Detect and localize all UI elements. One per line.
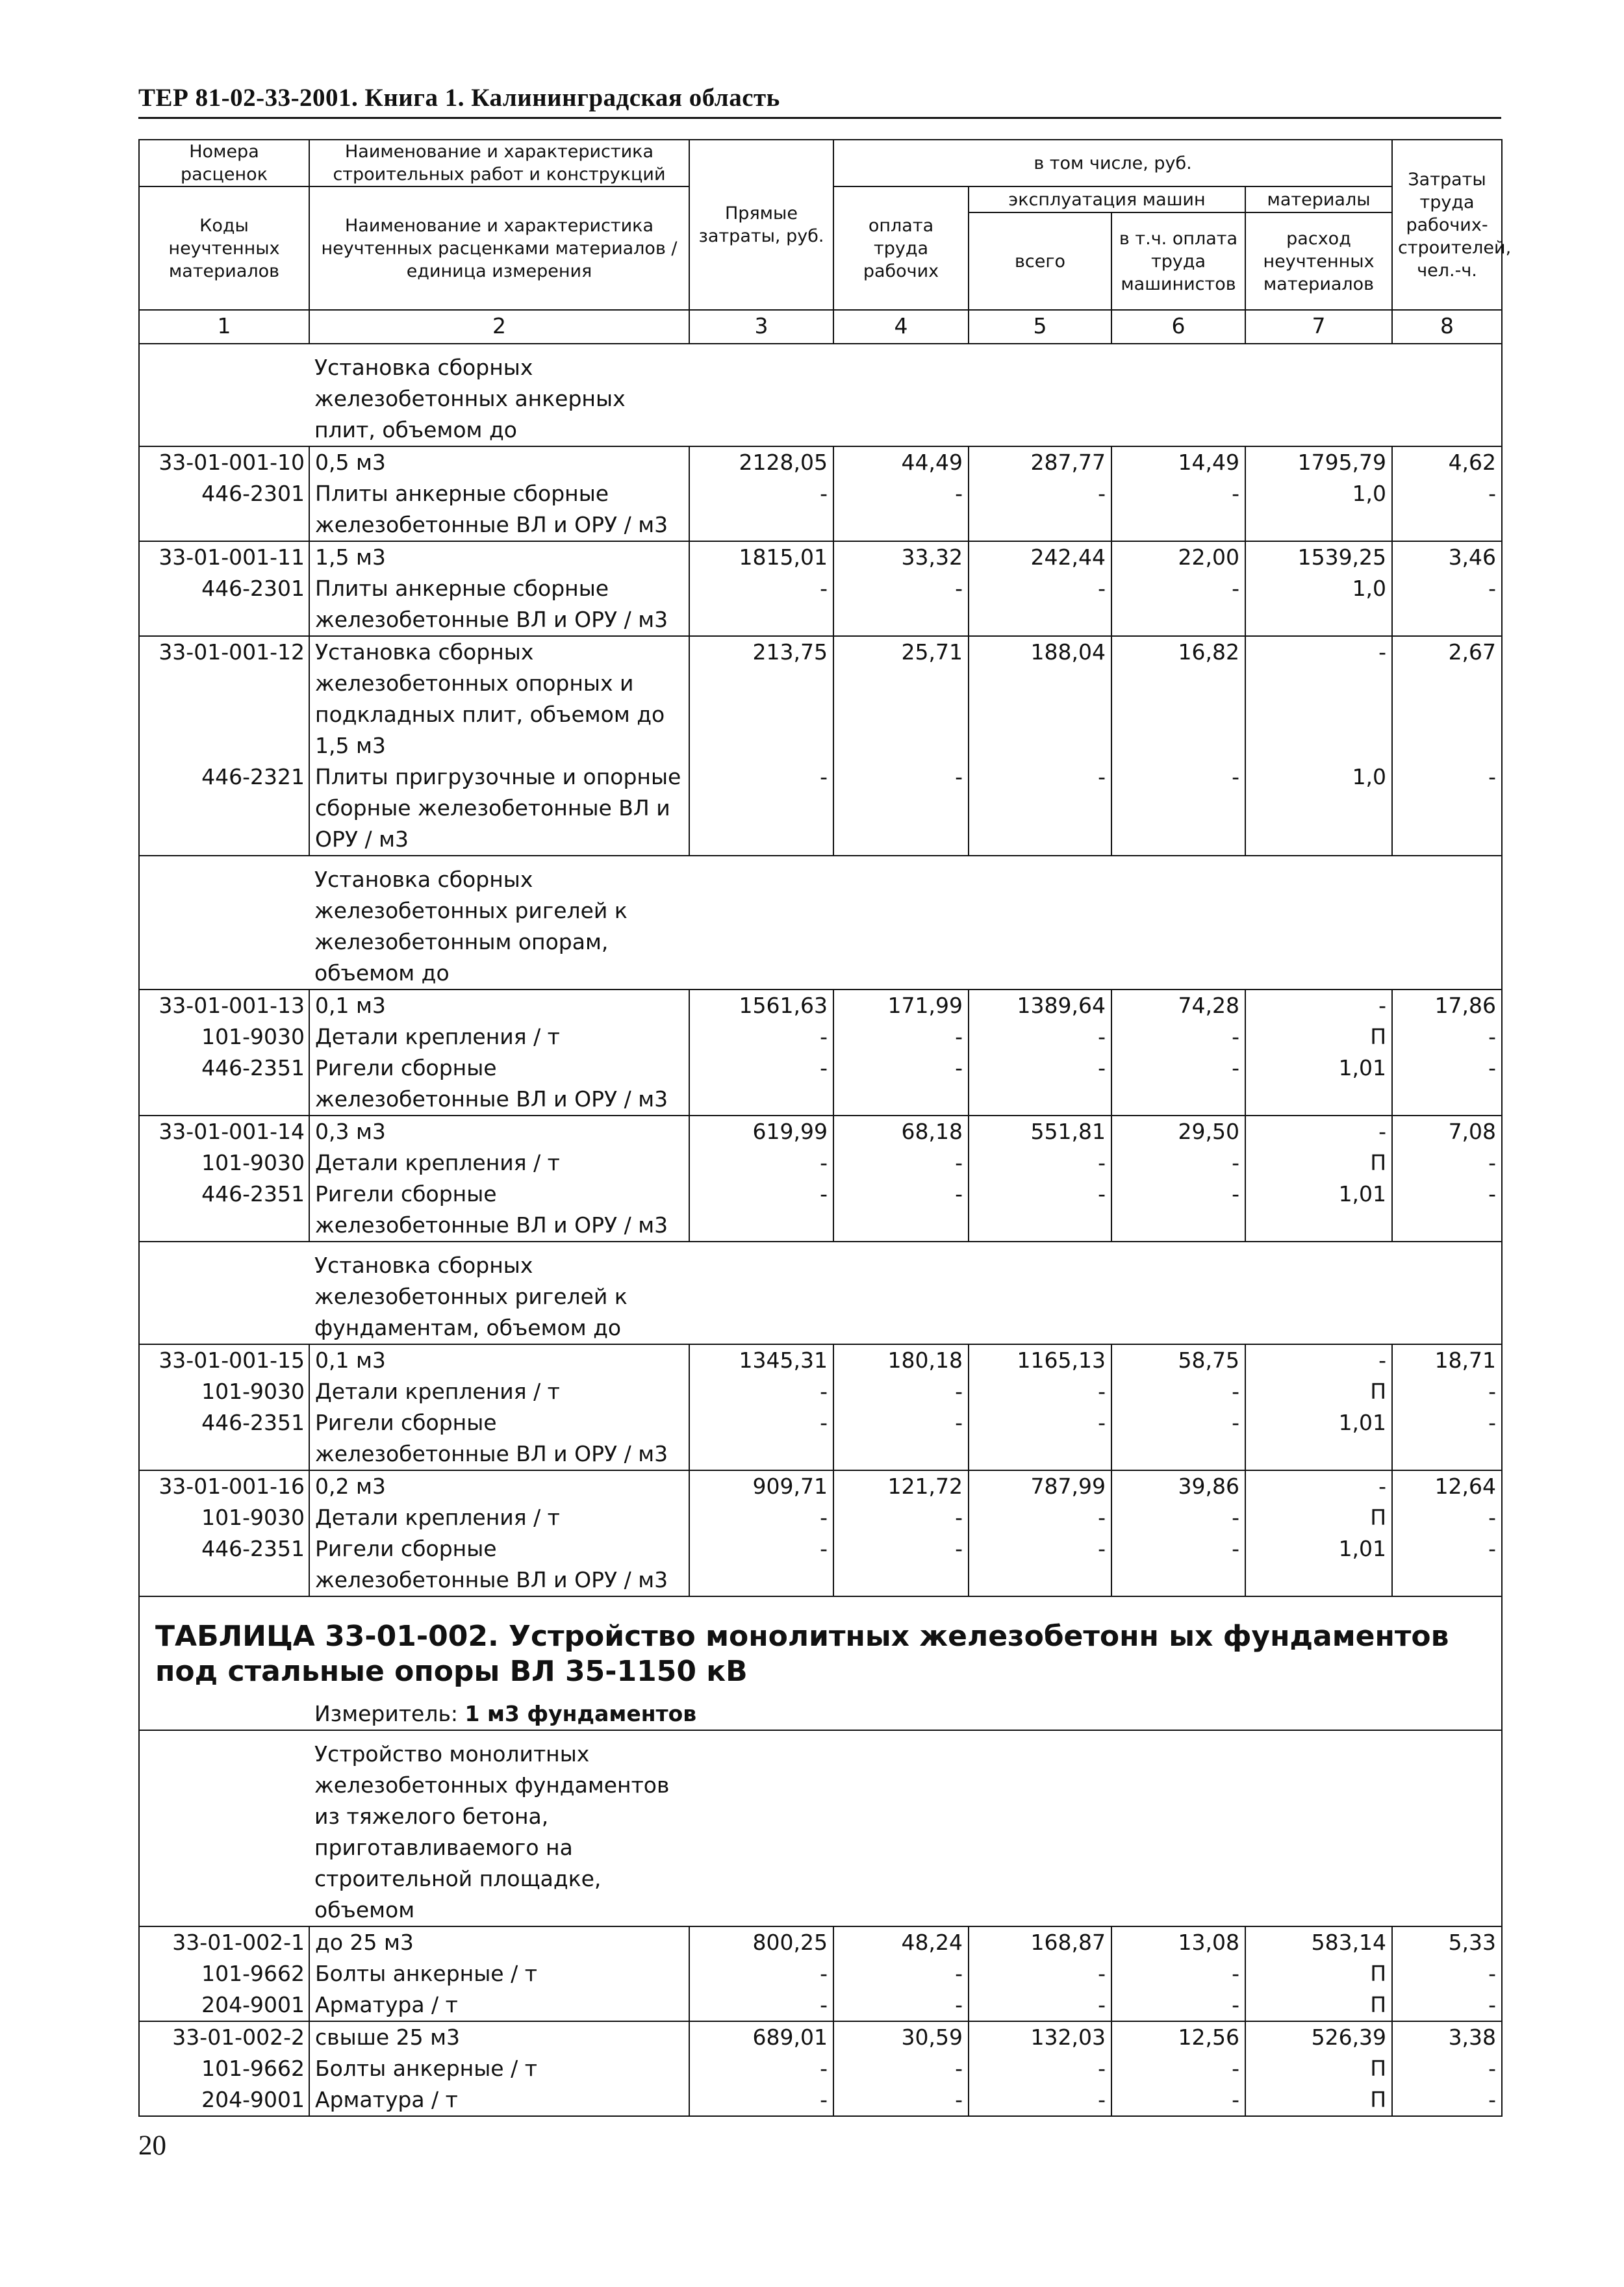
machinists-pay-cell: 22,00 <box>1111 541 1245 573</box>
materials-cell: П <box>1245 1147 1392 1179</box>
col-num: 3 <box>689 310 833 344</box>
direct-cost-cell: 909,71 <box>689 1470 833 1502</box>
table-row <box>139 636 1502 761</box>
direct-cost-cell: - <box>689 1179 833 1242</box>
direct-cost-cell: - <box>689 2053 833 2084</box>
machinists-pay-cell: - <box>1111 1533 1245 1596</box>
labor-hours-cell: 18,71 <box>1392 1344 1502 1376</box>
labor-pay-cell: - <box>833 573 969 636</box>
measure <box>309 1698 1502 1730</box>
machines-total-cell: 188,04 <box>969 636 1111 761</box>
rates-table <box>138 139 1512 2117</box>
table-row <box>139 1533 1502 1596</box>
direct-cost-cell: - <box>689 2084 833 2116</box>
col-num: 2 <box>309 310 689 344</box>
measure-row <box>139 1698 1502 1730</box>
table-row <box>139 1053 1502 1116</box>
labor-hours-cell: - <box>1392 573 1502 636</box>
labor-hours-cell: - <box>1392 2053 1502 2084</box>
rate-code-cell: 33-01-001-16 <box>139 1470 309 1502</box>
materials-cell: 1539,25 <box>1245 541 1392 573</box>
col-num: 1 <box>139 310 309 344</box>
direct-cost-cell: 1345,31 <box>689 1344 833 1376</box>
rate-code-cell: 33-01-001-15 <box>139 1344 309 1376</box>
machines-total-cell: 1389,64 <box>969 990 1111 1021</box>
labor-hours-cell: - <box>1392 1958 1502 1989</box>
materials-cell: П <box>1245 2084 1392 2116</box>
rate-code-cell: 33-01-001-13 <box>139 990 309 1021</box>
name-cell: Ригели сборные железобетонные ВЛ и ОРУ / м3 <box>309 1053 689 1116</box>
col-num: 5 <box>969 310 1111 344</box>
materials-cell: П <box>1245 1376 1392 1407</box>
labor-pay-cell: - <box>833 478 969 541</box>
materials-cell: - <box>1245 990 1392 1021</box>
labor-hours-cell: - <box>1392 1989 1502 2021</box>
labor-hours-cell: 4,62 <box>1392 446 1502 478</box>
labor-pay-cell: 68,18 <box>833 1116 969 1147</box>
machinists-pay-cell: - <box>1111 1958 1245 1989</box>
machinists-pay-cell: - <box>1111 1502 1245 1533</box>
table-row <box>139 2053 1502 2084</box>
rate-code-cell: 204-9001 <box>139 1989 309 2021</box>
materials-cell: 1,0 <box>1245 573 1392 636</box>
direct-cost-cell: - <box>689 478 833 541</box>
materials-cell: 1,01 <box>1245 1179 1392 1242</box>
table-row <box>139 1116 1502 1147</box>
name-cell: 0,3 м3 <box>309 1116 689 1147</box>
labor-hours-cell: 2,67 <box>1392 636 1502 761</box>
direct-cost-cell: 800,25 <box>689 1926 833 1958</box>
labor-pay-cell: 180,18 <box>833 1344 969 1376</box>
machinists-pay-cell: - <box>1111 1147 1245 1179</box>
table-row <box>139 1470 1502 1502</box>
header-rule <box>138 117 1501 119</box>
direct-cost-cell: 1815,01 <box>689 541 833 573</box>
hdr-labor-costs: Затраты труда рабочих-строителей, чел.-ч. <box>1392 140 1502 310</box>
group-heading: Установка сборных железобетонных ригелей к железобетонным опорам, объемом до <box>314 867 628 986</box>
labor-pay-cell: - <box>833 761 969 856</box>
name-cell: Ригели сборные железобетонные ВЛ и ОРУ / м3 <box>309 1407 689 1470</box>
labor-hours-cell: - <box>1392 2084 1502 2116</box>
machines-total-cell: 551,81 <box>969 1116 1111 1147</box>
machines-total-cell: - <box>969 1147 1111 1179</box>
rate-code-cell: 446-2351 <box>139 1533 309 1596</box>
rate-code-cell: 446-2301 <box>139 478 309 541</box>
direct-cost-cell: 2128,05 <box>689 446 833 478</box>
rate-code-cell: 33-01-001-10 <box>139 446 309 478</box>
machinists-pay-cell: - <box>1111 1376 1245 1407</box>
table-row <box>139 990 1502 1021</box>
table-row <box>139 1989 1502 2021</box>
machinists-pay-cell: - <box>1111 1179 1245 1242</box>
labor-hours-cell: - <box>1392 1021 1502 1053</box>
machinists-pay-cell: - <box>1111 2053 1245 2084</box>
labor-pay-cell: - <box>833 1533 969 1596</box>
machines-total-cell: - <box>969 478 1111 541</box>
machines-total-cell: - <box>969 1958 1111 1989</box>
labor-pay-cell: - <box>833 1407 969 1470</box>
name-cell: 1,5 м3 <box>309 541 689 573</box>
direct-cost-cell: - <box>689 761 833 856</box>
name-cell: Арматура / т <box>309 1989 689 2021</box>
machines-total-cell: - <box>969 1989 1111 2021</box>
materials-cell: П <box>1245 1021 1392 1053</box>
labor-pay-cell: - <box>833 1502 969 1533</box>
labor-hours-cell: 17,86 <box>1392 990 1502 1021</box>
labor-pay-cell: 48,24 <box>833 1926 969 1958</box>
name-cell: Болты анкерные / т <box>309 2053 689 2084</box>
machinists-pay-cell: 14,49 <box>1111 446 1245 478</box>
direct-cost-cell: - <box>689 1533 833 1596</box>
name-cell: Плиты анкерные сборные железобетонные ВЛ и ОРУ / м3 <box>309 478 689 541</box>
direct-cost-cell: - <box>689 1376 833 1407</box>
machines-total-cell: 132,03 <box>969 2021 1111 2053</box>
group-heading: Установка сборных железобетонных ригелей к фундаментам, объемом до <box>314 1253 628 1340</box>
table-row <box>139 2084 1502 2116</box>
materials-cell: 1795,79 <box>1245 446 1392 478</box>
name-cell: 0,2 м3 <box>309 1470 689 1502</box>
machines-total-cell: - <box>969 1376 1111 1407</box>
machines-total-cell: - <box>969 1407 1111 1470</box>
labor-pay-cell: - <box>833 1147 969 1179</box>
name-cell: Плиты анкерные сборные железобетонные ВЛ и ОРУ / м3 <box>309 573 689 636</box>
hdr-machines: эксплуатация машин <box>969 186 1245 212</box>
labor-hours-cell: 3,46 <box>1392 541 1502 573</box>
page-number: 20 <box>138 2130 166 2161</box>
machines-total-cell: - <box>969 1502 1111 1533</box>
labor-hours-cell: 7,08 <box>1392 1116 1502 1147</box>
machines-total-cell: - <box>969 1179 1111 1242</box>
rate-code-cell: 33-01-001-11 <box>139 541 309 573</box>
machinists-pay-cell: 12,56 <box>1111 2021 1245 2053</box>
labor-hours-cell: - <box>1392 1407 1502 1470</box>
name-cell: 0,1 м3 <box>309 1344 689 1376</box>
labor-pay-cell: 121,72 <box>833 1470 969 1502</box>
rate-code-cell: 101-9030 <box>139 1147 309 1179</box>
machinists-pay-cell: - <box>1111 1407 1245 1470</box>
machinists-pay-cell: 58,75 <box>1111 1344 1245 1376</box>
table-row <box>139 573 1502 636</box>
table-row <box>139 1344 1502 1376</box>
name-cell: Установка сборных железобетонных опорных и подкладных плит, объемом до 1,5 м3 <box>309 636 689 761</box>
direct-cost-cell: - <box>689 1147 833 1179</box>
group-heading-row <box>139 856 1502 990</box>
materials-cell: - <box>1245 1116 1392 1147</box>
direct-cost-cell: - <box>689 1502 833 1533</box>
table-row <box>139 541 1502 573</box>
direct-cost-cell: 619,99 <box>689 1116 833 1147</box>
machines-total-cell: - <box>969 1533 1111 1596</box>
table-row <box>139 1179 1502 1242</box>
materials-cell: 1,0 <box>1245 761 1392 856</box>
rate-code-cell: 446-2351 <box>139 1179 309 1242</box>
machinists-pay-cell: - <box>1111 1021 1245 1053</box>
direct-cost-cell: - <box>689 1053 833 1116</box>
labor-pay-cell: - <box>833 1179 969 1242</box>
measure-label: Измеритель: <box>314 1701 465 1726</box>
machines-total-cell: - <box>969 573 1111 636</box>
materials-cell: 1,01 <box>1245 1407 1392 1470</box>
labor-pay-cell: - <box>833 1989 969 2021</box>
materials-cell: 1,0 <box>1245 478 1392 541</box>
name-cell: Ригели сборные железобетонные ВЛ и ОРУ / м3 <box>309 1533 689 1596</box>
name-cell: Арматура / т <box>309 2084 689 2116</box>
labor-pay-cell: 171,99 <box>833 990 969 1021</box>
table-row <box>139 1926 1502 1958</box>
name-cell: до 25 м3 <box>309 1926 689 1958</box>
materials-cell: 1,01 <box>1245 1053 1392 1116</box>
group-heading-row <box>139 1730 1502 1926</box>
direct-cost-cell: - <box>689 573 833 636</box>
rate-code-cell: 101-9662 <box>139 2053 309 2084</box>
machinists-pay-cell: - <box>1111 478 1245 541</box>
labor-pay-cell: - <box>833 1053 969 1116</box>
rate-code-cell: 204-9001 <box>139 2084 309 2116</box>
rate-code-cell: 101-9662 <box>139 1958 309 1989</box>
machinists-pay-cell: - <box>1111 1053 1245 1116</box>
running-header: ТЕР 81-02-33-2001. Книга 1. Калининградская область <box>138 84 780 112</box>
rate-code-cell: 101-9030 <box>139 1502 309 1533</box>
direct-cost-cell: - <box>689 1989 833 2021</box>
table-title-row <box>139 1596 1502 1698</box>
direct-cost-cell: - <box>689 1407 833 1470</box>
machines-total-cell: - <box>969 1021 1111 1053</box>
machines-total-cell: - <box>969 1053 1111 1116</box>
hdr-machinists-pay: в т.ч. оплата труда машинистов <box>1111 212 1245 310</box>
machines-total-cell: 168,87 <box>969 1926 1111 1958</box>
materials-cell: П <box>1245 1958 1392 1989</box>
table-row <box>139 1021 1502 1053</box>
labor-pay-cell: - <box>833 2084 969 2116</box>
machines-total-cell: 242,44 <box>969 541 1111 573</box>
measure-value: 1 м3 фундаментов <box>464 1701 697 1726</box>
table-title: ТАБЛИЦА 33-01-002. Устройство монолитных железобетонн ых фундаментов под стальные опоры ВЛ 35-1150 кВ <box>139 1596 1502 1698</box>
labor-hours-cell: 5,33 <box>1392 1926 1502 1958</box>
col-num: 4 <box>833 310 969 344</box>
group-heading: Устройство монолитных железобетонных фундаментов из тяжелого бетона, приготавливаемого на строительной площадке, объемом <box>314 1741 670 1923</box>
labor-pay-cell: 44,49 <box>833 446 969 478</box>
name-cell: Детали крепления / т <box>309 1502 689 1533</box>
group-heading-row <box>139 344 1502 446</box>
rate-code-cell: 33-01-002-2 <box>139 2021 309 2053</box>
direct-cost-cell: 213,75 <box>689 636 833 761</box>
name-cell: Детали крепления / т <box>309 1376 689 1407</box>
table-row <box>139 1958 1502 1989</box>
labor-hours-cell: - <box>1392 1179 1502 1242</box>
labor-pay-cell: 33,32 <box>833 541 969 573</box>
hdr-materials: материалы <box>1245 186 1392 212</box>
name-cell: свыше 25 м3 <box>309 2021 689 2053</box>
table-row <box>139 446 1502 478</box>
labor-hours-cell: - <box>1392 478 1502 541</box>
direct-cost-cell: - <box>689 1958 833 1989</box>
labor-pay-cell: 25,71 <box>833 636 969 761</box>
group-heading-row <box>139 1242 1502 1344</box>
labor-hours-cell: 12,64 <box>1392 1470 1502 1502</box>
name-cell: 0,5 м3 <box>309 446 689 478</box>
table-row <box>139 1376 1502 1407</box>
name-cell: Болты анкерные / т <box>309 1958 689 1989</box>
hdr-direct-costs: Прямые затраты, руб. <box>689 140 833 310</box>
rate-code-cell: 101-9030 <box>139 1021 309 1053</box>
materials-cell: - <box>1245 1470 1392 1502</box>
materials-cell: 526,39 <box>1245 2021 1392 2053</box>
labor-pay-cell: - <box>833 2053 969 2084</box>
materials-cell: П <box>1245 2053 1392 2084</box>
col-num: 7 <box>1245 310 1392 344</box>
name-cell: Детали крепления / т <box>309 1147 689 1179</box>
table-row <box>139 1407 1502 1470</box>
labor-pay-cell: - <box>833 1958 969 1989</box>
machinists-pay-cell: - <box>1111 1989 1245 2021</box>
rate-code-cell: 446-2351 <box>139 1053 309 1116</box>
machines-total-cell: 1165,13 <box>969 1344 1111 1376</box>
materials-cell: 583,14 <box>1245 1926 1392 1958</box>
machines-total-cell: - <box>969 2053 1111 2084</box>
labor-hours-cell: 3,38 <box>1392 2021 1502 2053</box>
name-cell: 0,1 м3 <box>309 990 689 1021</box>
hdr-rate-numbers: Номера расценок <box>139 140 309 186</box>
machines-total-cell: - <box>969 761 1111 856</box>
col-num: 8 <box>1392 310 1502 344</box>
machines-total-cell: 287,77 <box>969 446 1111 478</box>
machinists-pay-cell: 29,50 <box>1111 1116 1245 1147</box>
hdr-machines-total: всего <box>969 212 1111 310</box>
labor-pay-cell: - <box>833 1021 969 1053</box>
rate-code-cell: 446-2301 <box>139 573 309 636</box>
labor-hours-cell: - <box>1392 1053 1502 1116</box>
labor-hours-cell: - <box>1392 1502 1502 1533</box>
col-num: 6 <box>1111 310 1245 344</box>
hdr-materials-consumption: расход неучтенных материалов <box>1245 212 1392 310</box>
rate-code-cell: 446-2351 <box>139 1407 309 1470</box>
labor-hours-cell: - <box>1392 1376 1502 1407</box>
materials-cell: П <box>1245 1989 1392 2021</box>
labor-hours-cell: - <box>1392 1533 1502 1596</box>
direct-cost-cell: - <box>689 1021 833 1053</box>
rate-code-cell: 101-9030 <box>139 1376 309 1407</box>
machines-total-cell: 787,99 <box>969 1470 1111 1502</box>
hdr-work-name: Наименование и характеристика строительных работ и конструкций <box>309 140 689 186</box>
hdr-labor-pay: оплата труда рабочих <box>833 186 969 310</box>
machinists-pay-cell: - <box>1111 573 1245 636</box>
machines-total-cell: - <box>969 2084 1111 2116</box>
materials-cell: П <box>1245 1502 1392 1533</box>
name-cell: Ригели сборные железобетонные ВЛ и ОРУ / м3 <box>309 1179 689 1242</box>
rate-code-cell: 33-01-001-14 <box>139 1116 309 1147</box>
table-row <box>139 1502 1502 1533</box>
name-cell: Плиты пригрузочные и опорные сборные железобетонные ВЛ и ОРУ / м3 <box>309 761 689 856</box>
labor-pay-cell: - <box>833 1376 969 1407</box>
name-cell: Детали крепления / т <box>309 1021 689 1053</box>
labor-hours-cell: - <box>1392 761 1502 856</box>
machinists-pay-cell: 39,86 <box>1111 1470 1245 1502</box>
hdr-material-codes: Коды неучтенных материалов <box>139 186 309 310</box>
table-row <box>139 1147 1502 1179</box>
table-row <box>139 2021 1502 2053</box>
rate-code-cell: 33-01-001-12 <box>139 636 309 761</box>
rate-code-cell: 33-01-002-1 <box>139 1926 309 1958</box>
hdr-including: в том числе, руб. <box>833 140 1392 186</box>
machinists-pay-cell: 13,08 <box>1111 1926 1245 1958</box>
materials-cell: - <box>1245 636 1392 761</box>
materials-cell: - <box>1245 1344 1392 1376</box>
table-row <box>139 761 1502 856</box>
machinists-pay-cell: - <box>1111 761 1245 856</box>
hdr-material-name: Наименование и характеристика неучтенных расценками материалов / единица измерения <box>309 186 689 310</box>
machinists-pay-cell: 16,82 <box>1111 636 1245 761</box>
machinists-pay-cell: 74,28 <box>1111 990 1245 1021</box>
labor-pay-cell: 30,59 <box>833 2021 969 2053</box>
materials-cell: 1,01 <box>1245 1533 1392 1596</box>
labor-hours-cell: - <box>1392 1147 1502 1179</box>
table-row <box>139 478 1502 541</box>
direct-cost-cell: 1561,63 <box>689 990 833 1021</box>
direct-cost-cell: 689,01 <box>689 2021 833 2053</box>
rate-code-cell: 446-2321 <box>139 761 309 856</box>
group-heading: Установка сборных железобетонных анкерных плит, объемом до <box>314 355 626 442</box>
machinists-pay-cell: - <box>1111 2084 1245 2116</box>
